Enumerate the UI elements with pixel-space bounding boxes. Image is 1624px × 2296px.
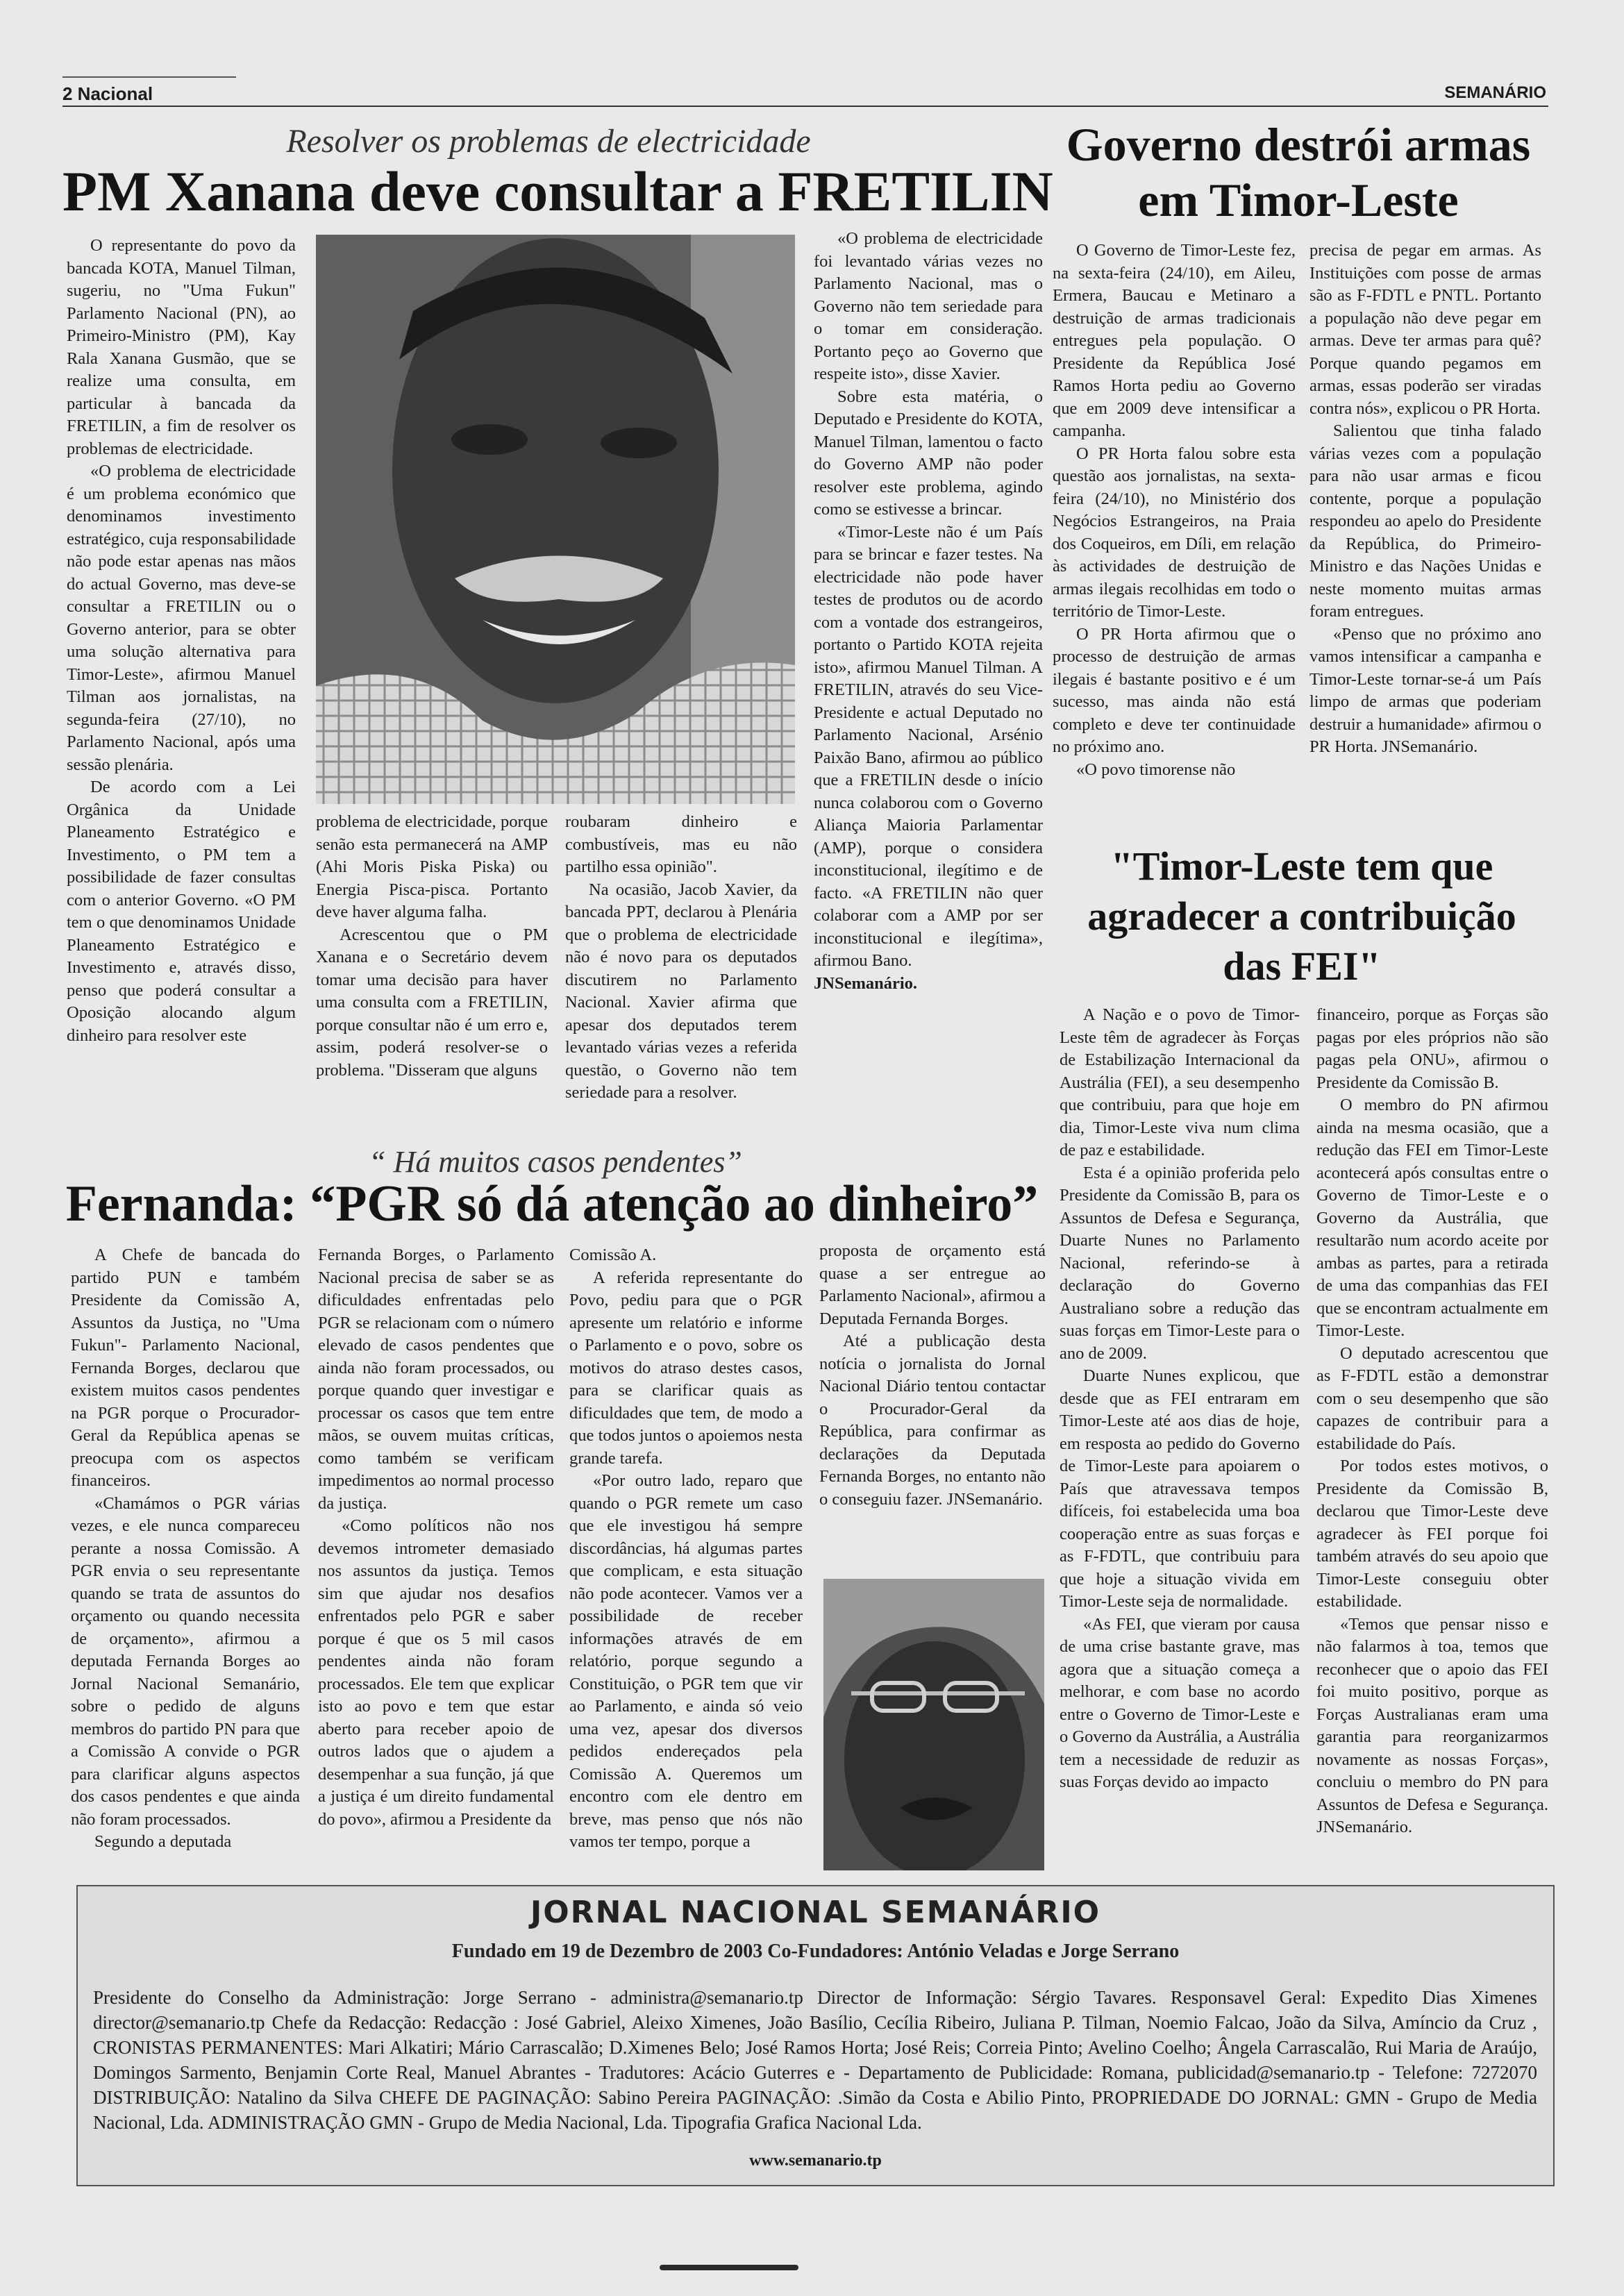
story1-column-2: [316, 811, 548, 1137]
story3-headline: "Timor-Leste tem que agradecer a contribuição das FEI": [1087, 844, 1516, 989]
paragraph: A Chefe de bancada do partido PUN e também Presidente da Comissão A, Assuntos da Justiça, no "Uma Fukun"- Parlamento Nacional, Fernanda Borges, declarou que existem muitos casos pendentes na PGR porque o Procurador-Geral da República apenas se preocupa com os aspectos financeiros.: [71, 1246, 300, 1490]
paragraph: Sobre esta matéria, o Deputado e Presidente do KOTA, Manuel Tilman, lamentou o facto do Governo AMP não poder resolver este problema, agindo como se estivesse a brincar.: [814, 387, 1043, 519]
story1-column-4: [814, 228, 1043, 1137]
paragraph: «O problema de electricidade foi levantado várias vezes no Parlamento Nacional, mas o Governo não tem seriedade para o tomar em consideração. Portanto peço ao Governo que respeite isto», disse Xavier.: [814, 229, 1043, 383]
brand-label: SEMANÁRIO: [1444, 83, 1546, 102]
portrait-photo-fernanda: [823, 1579, 1044, 1870]
paragraph: Esta é a opinião proferida pelo Presidente da Comissão B, para os Assuntos de Defesa e Segurança, Duarte Nunes no Parlamento Nacional, referindo-se à declaração do Governo Australiano sobre a redução das suas forças em Timor-Leste para o ano de 2009.: [1060, 1163, 1300, 1363]
paragraph: «Chamámos o PGR várias vezes, e ele nunca compareceu perante a nossa Comissão. A PGR envia o seu representante quando se trata de assuntos do orçamento ou quando necessita de orçamento», afirmou a deputada Fernanda Borges ao Jornal Nacional Semanário, sobre o pedido de alguns membros do partido PN para que a Comissão A convide o PGR para clarificar alguns aspectos dos casos pendentes e que ainda não foram processados.: [71, 1493, 300, 1829]
story4-kicker: “ Há muitos casos pendentes”: [369, 1145, 742, 1179]
paragraph: Duarte Nunes explicou, que desde que as FEI entraram em Timor-Leste até aos dias de hoje, em resposta ao pedido do Governo de Timor-Leste para apoiarem o País que atravessava tempos difíceis, foi estabelecida uma boa cooperação entre as suas forças e as F-FDTL, que contribuiu para que hoje a situação vivida em Timor-Leste seja de normalidade.: [1060, 1366, 1300, 1611]
paragraph: Segundo a deputada: [94, 1832, 232, 1851]
story4-column-4: [819, 1240, 1046, 1566]
paragraph: O membro do PN afirmou ainda na mesma ocasião, que a redução das FEI em Timor-Leste acontecerá após consultas entre o Governo de Timor-Leste e o Governo da Austrália, que resultarão num acordo aceite por ambas as partes, para a retirada de uma das companhias das FEI que se encontram actualmente em Timor-Leste.: [1316, 1096, 1548, 1340]
paragraph: roubaram dinheiro e combustíveis, mas eu não partilho essa opinião".: [565, 812, 797, 876]
section-label: 2 Nacional: [62, 83, 153, 104]
portrait-photo-tilman: [316, 235, 795, 804]
masthead-box: [76, 1885, 1555, 2186]
paragraph: Comissão A.: [569, 1246, 657, 1264]
paragraph: Na ocasião, Jacob Xavier, da bancada PPT, declarou à Plenária que o problema de electricidade não é novo para os deputados discutirem no Parlamento Nacional. Xavier afirma que apesar dos deputados terem levantado várias vezes a referida questão, o Governo não tem seriedade para a resolver.: [565, 880, 797, 1102]
paragraph: A Nação e o povo de Timor-Leste têm de agradecer às Forças de Estabilização Internacional da Austrália (FEI), a seu desempenho que contribuiu, para que hoje em dia, Timor-Leste viva num clima de paz e estabilidade.: [1060, 1005, 1300, 1159]
story1-column-1: [67, 235, 296, 1137]
paragraph: «Timor-Leste não é um País para se brincar e fazer testes. Na electricidade não pode haver testes de produtos ou de acordo com a vontade dos estrangeiros, portanto o Partido KOTA rejeita isto», afirmou Manuel Tilman. A FRETILIN, através do seu Vice-Presidente e actual Deputado no Parlamento Nacional, Arsénio Paixão Bano, afirmou ao público que a FRETILIN desde o início nunca colaborou com o Governo Aliança Maioria Parlamentar (AMP), porque o considera inconstitucional, ilegítimo e de facto. «A FRETILIN não quer colaborar com a AMP por ser inconstitucional e ilegítima», afirmou Bano.: [814, 522, 1043, 970]
story2-headline: Governo destrói armas em Timor-Leste: [1066, 118, 1531, 226]
paragraph: «O povo timorense não: [1076, 760, 1236, 779]
paragraph: «As FEI, que vieram por causa de uma crise bastante grave, mas agora que a situação começa a melhorar, e com base no acordo entre o Governo de Timor-Leste e o Governo da Austrália, a Austrália tem a necessidade de reduzir as suas Forças devido ao impacto: [1060, 1614, 1300, 1791]
masthead-credits: Presidente do Conselho da Administração: Jorge Serrano - administra@semanario.tp Director de Informação: Sérgio Tavares. Responsavel Geral: Expedito Dias Ximenes director@semanario.tp Chefe da Redacção: Redacção : José Gabriel, Aleixo Ximenes, João Basílio, Cecília Ribeiro, Juliana P. Tilman, Noemio Falcao, João da Silva, Amíncio da Cruz , CRONISTAS PERMANENTES: Mari Alkatiri; Mário Carrascalão; D.Ximenes Belo; José Ramos Horta; José Reis; Correia Pinto; Avelino Coelho; Ângela Carrascalão, Rui Maria de Araújo, Domingos Sarmento, Benjamin Corte Real, Manuel Abrantes - Tradutores: Acácio Guterres e - Departamento de Publicidade: Romana, publicidad@semanario.tp - Telefone: 7272070 DISTRIBUIÇÃO: Natalino da Silva CHEFE DE PAGINAÇÃO: Sabino Pereira PAGINAÇÃO: .Simão da Costa e Abilio Pinto, PROPRIEDADE DO JORNAL: GMN - Grupo de Media Nacional, Lda. ADMINISTRAÇÃO GMN - Grupo de Media Nacional, Lda. Tipografia Grafica Nacional Lda.: [93, 1987, 1537, 2133]
paragraph: «Como políticos não nos devemos intrometer demasiado nos assuntos da justiça. Temos sim que ajudar nos desafios enfrentados pelo PGR e saber porque é que os 5 mil casos pendentes ainda não foram processados. Ele tem que explicar isto ao povo e tem que estar aberto para receber apoio de outros lados que o ajudem a desempenhar a sua função, já que a justiça é um direito fundamental do povo», afirmou a Presidente da: [318, 1516, 554, 1829]
paragraph-signature: JNSemanário.: [814, 973, 918, 993]
paragraph: «Por outro lado, reparo que quando o PGR remete um caso que ele investigou há sempre discordâncias, há algumas partes que complicam, e esta situação não pode acontecer. Vamos ver a possibilidade de receber informações através de em relatório, porque segundo a Constituição, o PGR tem que vir ao Parlamento, e ainda só veio uma vez, apesar dos diversos pedidos endereçados pela Comissão A. Queremos um encontro com ele dentro em breve, mas penso que nós não vamos ter tempo, porque a: [569, 1471, 803, 1851]
header-rule: [62, 106, 1548, 107]
paragraph: Salientou que tinha falado várias vezes com a população para não usar armas e ficou contente, porque a população respondeu ao apelo do Presidente da República, do Primeiro-Ministro e das Nações Unidas e neste momento muitas armas foram entregues.: [1309, 421, 1541, 621]
paragraph: O Governo de Timor-Leste fez, na sexta-feira (24/10), em Aileu, Ermera, Baucau e Metinaro a destruição de armas tradicionais entregues pela população. O Presidente da República José Ramos Horta pediu ao Governo que em 2009 deve intensificar a campanha.: [1053, 241, 1296, 440]
story4-headline: Fernanda: “PGR só dá atenção ao dinheiro”: [65, 1175, 1039, 1232]
masthead-title: JORNAL NACIONAL SEMANÁRIO: [530, 1895, 1101, 1930]
paragraph: O PR Horta falou sobre esta questão aos jornalistas, na sexta-feira (24/10), no Ministério dos Negócios Estrangeiros, na Praia dos Coqueiros, em Díli, em relação às actividades de destruição de armas ilegais recolhidas em todo o território de Timor-Leste.: [1053, 444, 1296, 621]
story1-column-3: [565, 811, 797, 1137]
masthead-founded: Fundado em 19 de Dezembro de 2003 Co-Fundadores: António Veladas e Jorge Serrano: [451, 1941, 1180, 1962]
story4-column-1: [71, 1244, 300, 1883]
story1-kicker: Resolver os problemas de electricidade: [286, 123, 811, 160]
footer-mark: [660, 2265, 798, 2270]
paragraph: O deputado acrescentou que as F-FDTL estão a demonstrar com o seu desempenho que são capazes de contribuir para a estabilidade do País.: [1316, 1343, 1548, 1453]
masthead-website: www.semanario.tp: [749, 2152, 882, 2170]
paragraph: De acordo com a Lei Orgânica da Unidade Planeamento Estratégico e Investimento, o PM tem a possibilidade de fazer consultas com o anterior Governo. «O PM tem o que denominamos Unidade Planeamento Estratégico e Investimento e, através disso, penso que poderá consultar a Oposição alocando algum dinheiro para resolver este: [67, 778, 296, 1045]
story3-column-1: [1060, 1004, 1300, 1886]
paragraph: «Temos que pensar nisso e não falarmos à toa, temos que reconhecer que o apoio das FEI foi muito positivo, porque as Forças Australianas eram uma garantia para reorganizarmos novamente as nossas Forças», concluiu o membro do PN para Assuntos de Defesa e Segurança. JNSemanário.: [1316, 1614, 1548, 1836]
paragraph: «O problema de electricidade é um problema económico que denominamos investimento estratégico, cuja responsabilidade não pode estar apenas nas mãos do actual Governo, mas deve-se consultar a FRETILIN ou o Governo anterior, para se obter uma solução alternativa para Timor-Leste», afirmou Manuel Tilman aos jornalistas, na segunda-feira (27/10), no Parlamento Nacional, após uma sessão plenária.: [67, 462, 296, 774]
paragraph: precisa de pegar em armas. As Instituições com posse de armas são as F-FDTL e PNTL. Portanto a população não deve pegar em armas. Deve ter armas para quê? Porque quando pegamos em armas, essas poderão ser viradas contra nós», explicou o PR Horta.: [1309, 241, 1541, 418]
story2-column-1: [1053, 240, 1296, 844]
paragraph: Por todos estes motivos, o Presidente da Comissão B, declarou que Timor-Leste deve agradecer às FEI porque foi também através do seu apoio que Timor-Leste conseguiu obter estabilidade.: [1316, 1457, 1548, 1611]
story2-column-2: [1309, 240, 1541, 844]
paragraph: problema de electricidade, porque senão esta permanecerá na AMP (Ahi Moris Piska Piska) ou Energia Pisca-pisca. Portanto deve haver alguma falha.: [316, 812, 548, 921]
paragraph: Até a publicação desta notícia o jornalista do Jornal Nacional Diário tentou contactar o Procurador-Geral da República, para confirmar as declarações da Deputada Fernanda Borges, no entanto não o conseguiu fazer. JNSemanário.: [819, 1332, 1046, 1509]
story4-column-3: [569, 1244, 803, 1883]
paragraph: «Penso que no próximo ano vamos intensificar a campanha e Timor-Leste tornar-se-á um País limpo de armas que poderiam destruir a humanidade» afirmou o PR Horta. JNSemanário.: [1309, 624, 1541, 756]
paragraph: Acrescentou que o PM Xanana e o Secretário devem tomar uma decisão para haver uma consulta com a FRETILIN, porque consultar não é um erro e, assim, poderá resolver-se o problema. "Disseram que alguns: [316, 925, 548, 1080]
paragraph: financeiro, porque as Forças são pagas por eles próprios não são pagas pela ONU», afirmou o Presidente da Comissão B.: [1316, 1005, 1548, 1092]
paragraph: O PR Horta afirmou que o processo de destruição de armas ilegais é bastante positivo e é um sucesso, mas ainda não está completo e deve ter continuidade no próximo ano.: [1053, 624, 1296, 756]
story3-column-2: [1316, 1004, 1548, 1886]
paragraph: Fernanda Borges, o Parlamento Nacional precisa de saber se as dificuldades enfrentadas pelo PGR se relacionam com o número elevado de casos pendentes que ainda não foram processados, ou porque quando quer investigar e processar os casos que tem entre mãos, se ouvem muitas críticas, como também se verificam impedimentos ao normal processo da justiça.: [318, 1246, 554, 1513]
paragraph: A referida representante do Povo, pediu para que o PGR apresente um relatório e informe o Parlamento e o povo, sobre os motivos do atraso destes casos, para se clarificar quais as dificuldades que tem, de modo a que todos juntos o apoiemos nesta grande tarefa.: [569, 1268, 803, 1468]
story1-headline: PM Xanana deve consultar a FRETILIN: [62, 160, 1053, 223]
header-rule-short: [62, 76, 236, 78]
paragraph: O representante do povo da bancada KOTA, Manuel Tilman, sugeriu, no "Uma Fukun" Parlamento Nacional (PN), ao Primeiro-Ministro (PM), Kay Rala Xanana Gusmão, que se realize uma consulta, em particular à bancada da FRETILIN, a fim de resolver os problemas de electricidade.: [67, 236, 296, 458]
paragraph: proposta de orçamento está quase a ser entregue ao Parlamento Nacional», afirmou a Deputada Fernanda Borges.: [819, 1241, 1046, 1328]
story4-column-2: [318, 1244, 554, 1883]
